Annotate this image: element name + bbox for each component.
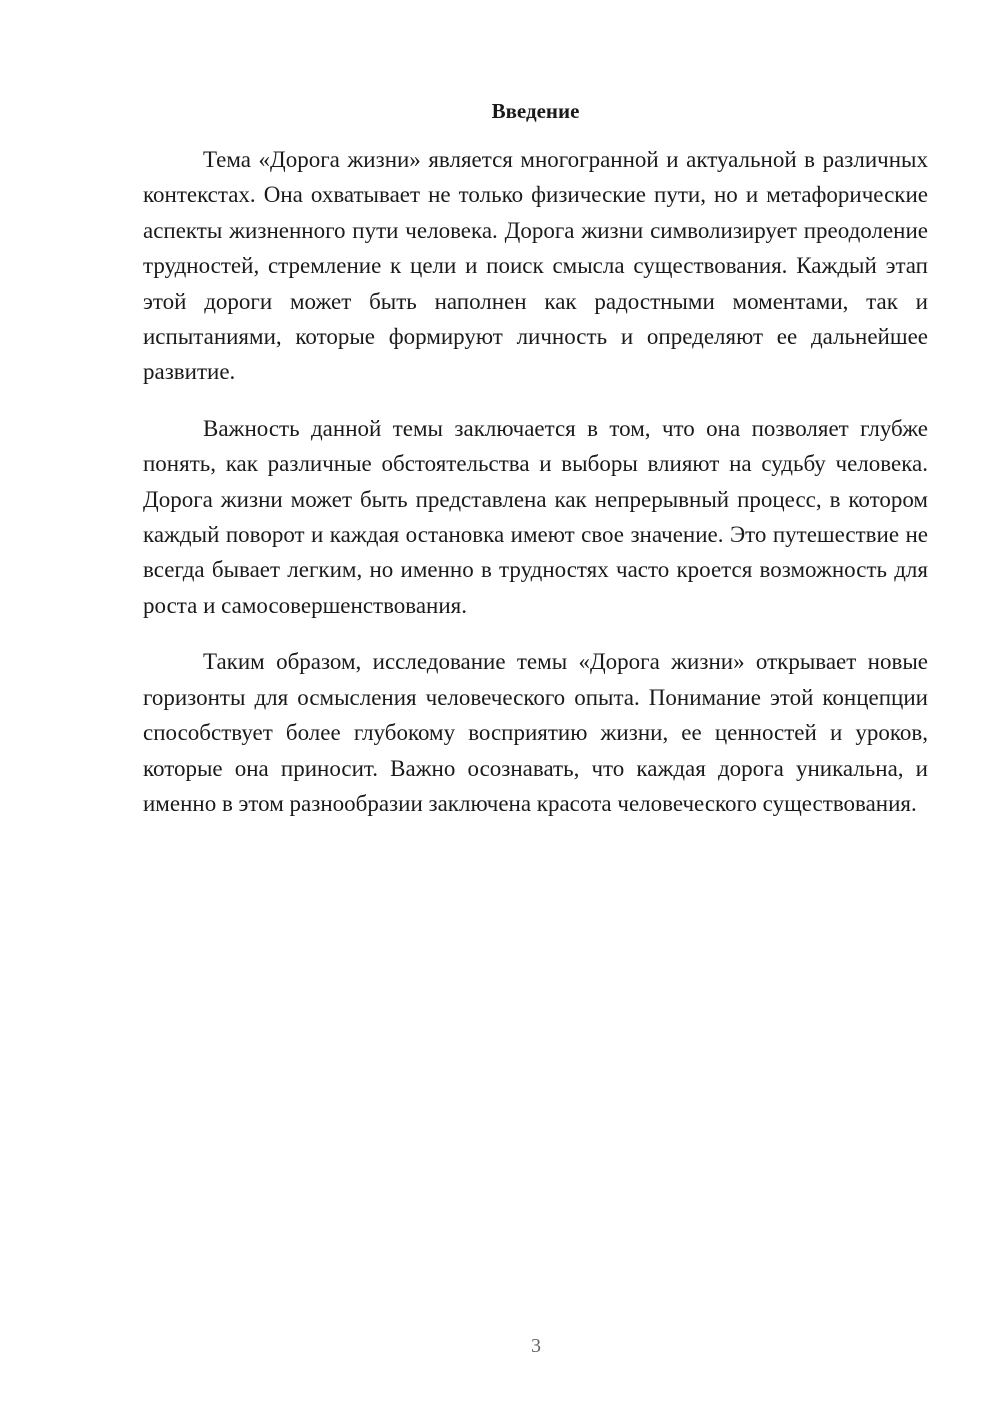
section-heading: Введение — [491, 99, 580, 123]
paragraph-1: Тема «Дорога жизни» является многогранной и актуальной в различных контекстах. Она охватывает не только физические пути, но и метафорические аспекты жизненного пути человека. Дорога жизни символизирует преодоление трудностей, стремление к цели и поиск смысла существования. Каждый этап этой дороги может быть наполнен как радостными моментами, так и испытаниями, которые формируют личность и определяют ее дальнейшее развитие. — [143, 147, 928, 385]
page-number: 3 — [531, 1335, 541, 1357]
body-text — [143, 142, 928, 842]
paragraph-2: Важность данной темы заключается в том, что она позволяет глубже понять, как различные обстоятельства и выборы влияют на судьбу человека. Дорога жизни может быть представлена как непрерывный процесс, в котором каждый поворот и каждая остановка имеют свое значение. Это путешествие не всегда бывает легким, но именно в трудностях часто кроется возможность для роста и самосовершенствования. — [143, 415, 928, 618]
paragraph-3: Таким образом, исследование темы «Дорога жизни» открывает новые горизонты для осмысления человеческого опыта. Понимание этой концепции способствует более глубокому восприятию жизни, ее ценностей и уроков, которые она приносит. Важно осознавать, что каждая дорога уникальна, и именно в этом разнообразии заключена красота человеческого существования. — [143, 649, 928, 816]
